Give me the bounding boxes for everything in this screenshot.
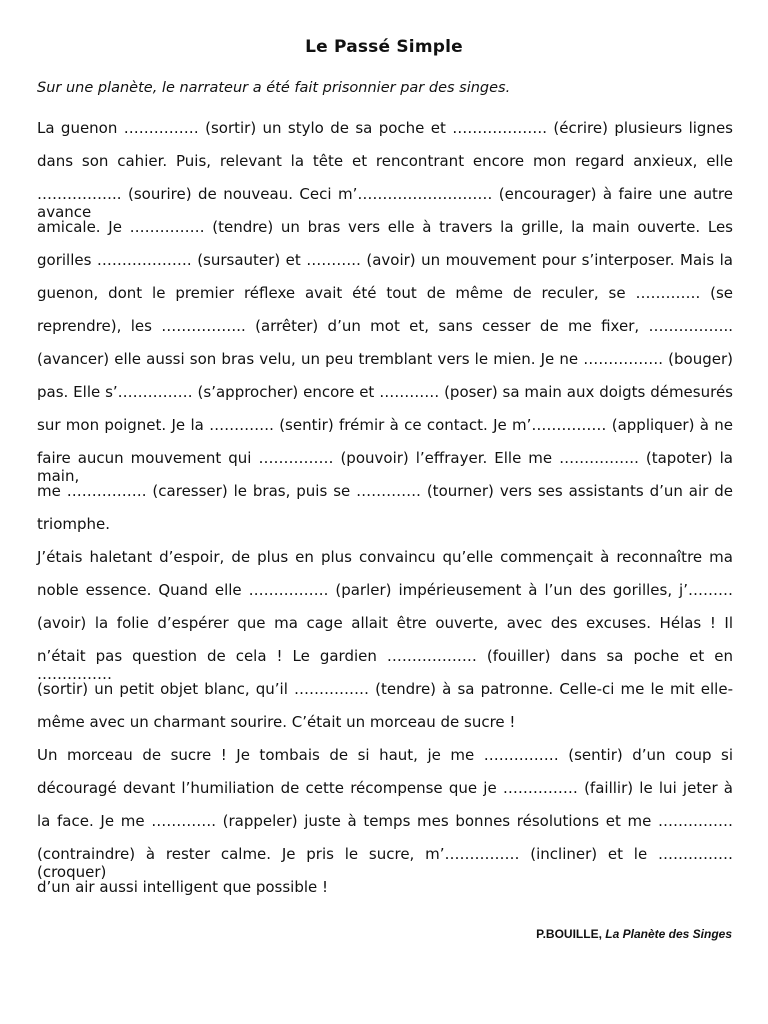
text-line: me ……………. (caresser) le bras, puis se …………. (tourner) vers ses assistants d’un air de bbox=[37, 482, 733, 500]
text-line: J’étais haletant d’espoir, de plus en plus convaincu qu’elle commençait à reconnaître ma bbox=[37, 548, 733, 566]
text-line: noble essence. Quand elle ……………. (parler) impérieusement à l’un des gorilles, j’……… bbox=[37, 581, 733, 599]
text-line: n’était pas question de cela ! Le gardien ……………… (fouiller) dans sa poche et en …………… bbox=[37, 647, 733, 683]
text-line: La guenon …………… (sortir) un stylo de sa poche et ………………. (écrire) plusieurs lignes bbox=[37, 119, 733, 137]
text-line: d’un air aussi intelligent que possible ! bbox=[37, 878, 329, 896]
text-line: pas. Elle s’…………… (s’approcher) encore et ………… (poser) sa main aux doigts démesurés bbox=[37, 383, 733, 401]
text-line: même avec un charmant sourire. C’était un morceau de sucre ! bbox=[37, 713, 516, 731]
text-line: Un morceau de sucre ! Je tombais de si haut, je me …………… (sentir) d’un coup si bbox=[37, 746, 733, 764]
text-line: guenon, dont le premier réflexe avait été tout de même de reculer, se …………. (se bbox=[37, 284, 733, 302]
text-line: triomphe. bbox=[37, 515, 111, 533]
citation-work: La Planète des Singes bbox=[605, 927, 732, 941]
text-line: reprendre), les …………….. (arrêter) d’un mot et, sans cesser de me fixer, …………….. bbox=[37, 317, 733, 335]
page-title: Le Passé Simple bbox=[305, 37, 463, 57]
text-line: (contraindre) à rester calme. Je pris le sucre, m’…………… (incliner) et le …………… (croquer) bbox=[37, 845, 733, 881]
text-line: …………….. (sourire) de nouveau. Ceci m’……………………… (encourager) à faire une autre avance bbox=[37, 185, 733, 221]
source-citation bbox=[536, 927, 732, 941]
text-line: dans son cahier. Puis, relevant la tête et rencontrant encore mon regard anxieux, elle bbox=[37, 152, 733, 170]
text-line: (avancer) elle aussi son bras velu, un peu tremblant vers le mien. Je ne ……………. (bouger) bbox=[37, 350, 733, 368]
text-line: amicale. Je …………… (tendre) un bras vers elle à travers la grille, la main ouverte. Les bbox=[37, 218, 733, 236]
text-line: la face. Je me …………. (rappeler) juste à temps mes bonnes résolutions et me …………… bbox=[37, 812, 733, 830]
text-line: (sortir) un petit objet blanc, qu’il …………… (tendre) à sa patronne. Celle-ci me le mit elle- bbox=[37, 680, 733, 698]
text-line: (avoir) la folie d’espérer que ma cage allait être ouverte, avec des excuses. Hélas ! Il bbox=[37, 614, 733, 632]
intro-subtitle: Sur une planète, le narrateur a été fait prisonnier par des singes. bbox=[37, 80, 511, 96]
text-line: gorilles ………………. (sursauter) et ……….. (avoir) un mouvement pour s’interposer. Mais la bbox=[37, 251, 733, 269]
text-line: sur mon poignet. Je la …………. (sentir) frémir à ce contact. Je m’…………… (appliquer) à ne bbox=[37, 416, 733, 434]
text-line: faire aucun mouvement qui …………… (pouvoir) l’effrayer. Elle me ……………. (tapoter) la main, bbox=[37, 449, 733, 485]
text-line: découragé devant l’humiliation de cette récompense que je …………… (faillir) le lui jeter à bbox=[37, 779, 733, 797]
citation-author: P.BOUILLE, bbox=[536, 927, 602, 941]
